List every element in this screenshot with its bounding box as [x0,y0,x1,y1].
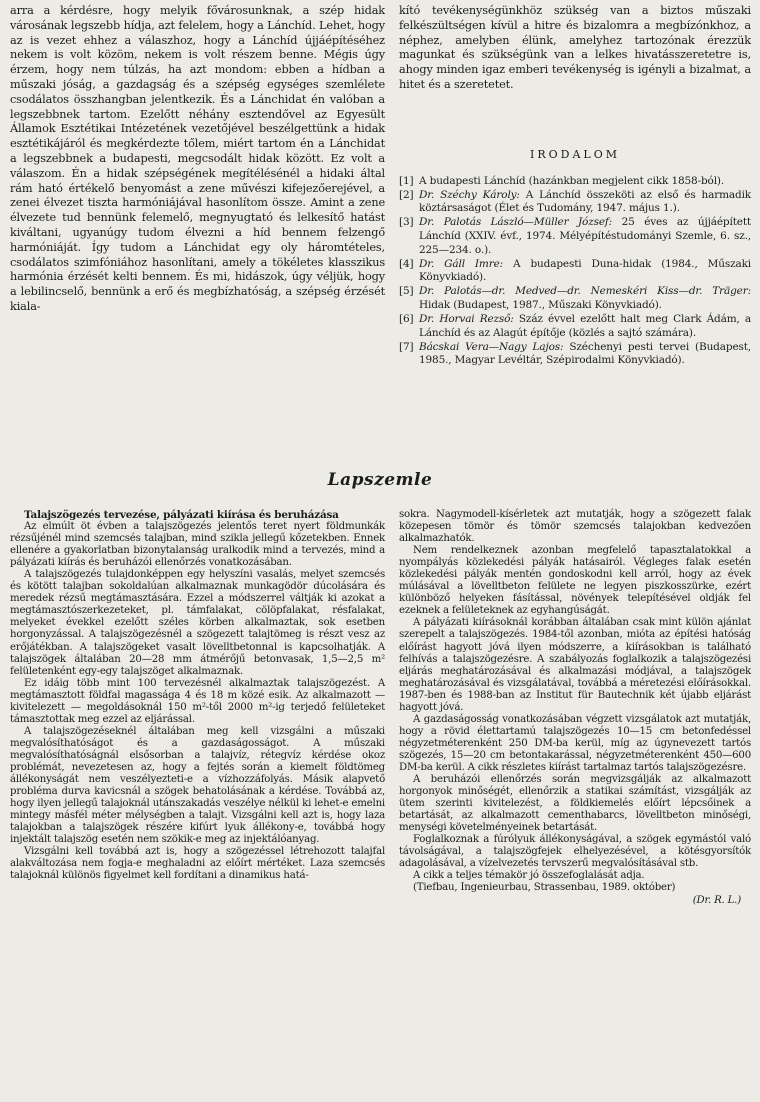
article-title: Talajszögezés tervezése, pályázati kiírása és beruházása [24,509,339,521]
reference-title: 25 éves az újjáépített Lánchíd (XXIV. évf., 1974. Mélyépítéstudományi Szemle, 6. sz., 225—234. o.). [419,216,751,256]
article-paragraph: Foglalkoznak a fúrólyuk állékonyságával, a szögek egymástól való távolságával, a talajszögfejek elhelyezésével, a kötésgyorsítók adagolásával, a vízelvezetés tervszerű megvalósításával stb. [399,834,751,870]
reference-number: [5] [399,285,414,298]
reference-text [419,285,751,312]
reference-item [399,313,751,340]
section-heading: Lapszemle [327,470,433,490]
reference-item [399,341,751,368]
reference-author: Bácskai Vera—Nagy Lajos: [419,340,564,353]
reference-item [399,258,751,285]
reference-number: [6] [399,313,414,326]
reference-text [419,258,751,285]
reference-author: Dr. Palotás—dr. Medved—dr. Nemeskéri Kiss—dr. Träger: [419,285,751,298]
reference-item [399,285,751,312]
article-paragraph: sokra. Nagymodell-kísérletek azt mutatják, hogy a szögezett falak közepesen tömör és tömör szemcsés talajokban kedvezően alkalmazhatók. [399,509,751,545]
article-paragraph: A pályázati kiírásoknál korábban általában csak mint külön ajánlat szerepelt a talajszögezés. 1984-től azonban, mióta az építési hatóság előírást hagyott jóvá ilyen módszerre, a kiírásokban is található felhívás a talajszögezésre. A szabályozás foglalkozik a talajszögezési eljárás meghatározásával és alkalmazási módjával, a talajszögek meghatározásával és vizsgálatával, továbbá a méretezési előírásokkal. 1987-ben és 1988-ban az Institut für Bautechnik két újabb eljárást hagyott jóvá. [399,617,751,713]
reference-text [419,175,751,189]
references-heading: IRODALOM [530,147,620,161]
reference-text [419,313,751,340]
reference-author: Dr. Széchy Károly: [419,188,520,201]
article-paragraph: A talajszögezés tulajdonképpen egy helyszíni vasalás, melyet szemcsés és kötött talajban sokoldalúan alkalmaznak munkagödör dúcolására és meredek rézsű megtámasztására. Ezzel a módszerrel váltják ki azokat a megtámasztószerkezeteket, pl. támfalakat, cölöpfalakat, résfalakat, melyeket évekkel ezelőtt széles körben alkalmaztak, sok esetben horgonyzással. A talajszögezésnél a szögezett talajtömeg is részt vesz az erőjátékban. A talajszögeket vasalt lövelltbetonnal is kapcsolhatják. A talajszögek általában 20—28 mm átmérőjű betonvasak, 1,5—2,5 m² felületenként egy-egy talajszöget alkalmaznak. [10,569,385,677]
reference-number: [1] [399,174,414,187]
body-paragraph: kító tevékenységünkhöz szükség van a biztos műszaki felkészültségen kívül a hitre és bizalomra a megbízónkhoz, a néphez, amelyben élünk, amelyhez tartozónak érezzük magunkat és szükségünk van a lelkes hivatásszeretetre is, ahogy minden igaz emberi tevékenység is igényli a bizalmat, a hitet és a szeretetet. [399,4,751,91]
article-column-right [399,509,751,907]
reference-item [399,216,751,257]
reference-text [419,341,751,368]
article-paragraph: Vizsgálni kell továbbá azt is, hogy a szögezéssel létrehozott talajfal alakváltozása nem fogja-e meghaladni az előírt mértéket. Laza szemcsés talajoknál különös figyelmet kell fordítani a dinamikus hatá- [10,846,385,882]
reference-number: [4] [399,257,414,270]
reference-text [419,216,751,257]
reference-title: A Lánchíd összeköti az első és harmadik köztársaságot (Élet és Tudomány, 1947. május 1.). [419,188,751,215]
reference-text [419,189,751,216]
reference-title: Hidak (Budapest, 1987., Műszaki Könyvkiadó). [419,298,662,311]
article-column-left [10,509,385,882]
article-paragraph: A cikk a teljes témakör jó összefoglalását adja. [413,870,645,882]
reference-number: [2] [399,188,414,201]
continued-text-column-left [10,4,385,315]
reference-author: Dr. Horvai Rezső: [419,313,514,326]
reference-item [399,175,751,189]
reference-author: Dr. Gáll Imre: [419,257,504,270]
reference-author: Dr. Palotás László—Müller József: [419,216,613,229]
article-source: (Tiefbau, Ingenieurbau, Strassenbau, 1989. október) [413,882,676,894]
reference-title: Száz évvel ezelőtt halt meg Clark Ádám, a Lánchíd és az Alagút építője (közlés a sajtó számára). [419,313,751,339]
article-paragraph: A beruházói ellenőrzés során megvizsgálják az alkalmazott horgonyok minőségét, ellenőrzik a statikai számítást, vizsgálják az ütem szerinti kivitelezést, a földkiemelés előírt lépcsőinek a betartását, az alkalmazott cementhabarcs, lövelltbeton minőségi, menységi követelményeinek betartását. [399,774,751,834]
body-paragraph: arra a kérdésre, hogy melyik fővárosunknak, a szép hidak városának legszebb hídja, azt felelem, hogy a Lánchíd. Lehet, hogy az is vezet ehhez a válaszhoz, hogy a Lánchíd újjáépítéséhez nekem is volt közöm, nekem is volt részem benne. Mégis úgy érzem, hogy nem túlzás, ha azt mondom: ebben a hídban a műszaki jóság, a gazdagság és a szépség egységes szemlélete csodálatos összhangban jelentkezik. És a Lánchidat én valóban a legszebbnek tartom. Ezelőtt néhány esztendővel az Egyesült Államok Esztétikai Intézetének vezetőjével beszélgettünk a hidak esztétikájáról és megkérdezte tőlem, miért tartom én a Lánchidat a legszebbnek a budapesti, megcsodált hidak között. Ez volt a válaszom. Én a hidak szépségének megítélésénél a hidaki által rám ható értékelő benyomást a zene művészi kifejezőerejével, a zenei élvezet tiszta harmóniájával hasonlítom össze. Amint a zene élvezete tud bennünk felemelő, megnyugtató és lelkesítő hatást kiváltani, ugyanúgy tudom élvezni a híd bennem felzengő harmóniáját. Így tudom a Lánchidat egy oly háromtételes, csodálatos szimfóniához hasonlítani, amely a tökéletes klasszikus harmónia érzését kelti bennem. És mi, hidászok, úgy véljük, hogy a lebilincselő, bennünk a erő és megbízhatóság, a szépség érzését kiala- [10,4,385,313]
article-paragraph: A talajszögezéseknél általában meg kell vizsgálni a műszaki megvalósíthatóságot és a gazdaságosságot. A műszaki megvalósíthatóságnál elsősorban a talajvíz, rétegvíz kérdése okoz problémát, nevezetesen az, hogy a fejtés során a kiemelt földtömeg állékonyságát nem veszélyezteti-e a vízhozzáfolyás. Másik alapvető probléma durva kavicsnál a szögek behatolásának a kérdése. Továbbá az, hogy ilyen jellegű talajoknál utánszakadás veszélye nélkül ki lehet-e emelni mintegy másfél méter mélységben a talajt. Vizsgálni kell azt is, hogy laza talajokban a talajszögek részére kifúrt lyuk állékony-e, továbbá hogy injektált talajszög esetén nem szökik-e meg az injektálóanyag. [10,725,385,846]
article-paragraph: Ez idáig több mint 100 tervezésnél alkalmaztak talajszögezést. A megtámasztott földfal magassága 4 és 18 m közé esik. Az alkalmazott — kivitelezett — megoldásoknál 150 m²-től 2000 m²-ig terjedő felületeket támasztottak meg ezzel az eljárással. [10,677,385,725]
continued-text-column-right [399,4,751,368]
reference-number: [7] [399,340,414,353]
article-paragraph: Nem rendelkeznek azonban megfelelő tapasztalatokkal a nyompályás közlekedési pályák hatásairól. Végleges falak esetén közlekedési pályák mentén gondoskodni kell arról, hogy az évek múlásával a lövelltbeton felülete ne legyen piszkosszürke, ezért különböző helyeken fásítással, növények telepítésével oldják fel ezeknek a felületeknek az egyhangúságát. [399,545,751,617]
article-paragraph: A gazdaságosság vonatkozásában végzett vizsgálatok azt mutatják, hogy a rövid élettartamú talajszögezés 10—15 cm betonfedéssel négyzetméterenként 250 DM-ba kerül, míg az úgynevezett tartós szögezés, 15—20 cm betontakarással, négyzetméterenként 450—600 DM-ba kerül. A cikk részletes kiírást tartalmaz tartós talajszögezésre. [399,713,751,773]
article-paragraph: Az elmúlt öt évben a talajszögezés jelentős teret nyert földmunkák rézsűjénél mind szemcsés talajban, mind szikla jellegű kőzetekben. Ennek ellenére a gyakorlatban bizonytalanság uralkodik mind a tervezés, mind a pályázati kiírás és beruházói ellenőrzés vonatkozásában. [10,521,385,569]
reference-list [399,175,751,368]
reference-title: A budapesti Lánchíd (hazánkban megjelent cikk 1858-ból). [419,174,725,187]
reference-item [399,189,751,216]
reference-number: [3] [399,216,414,229]
reference-title: A budapesti Duna-hidak (1984., Műszaki Könyvkiadó). [419,257,752,284]
article-signature: (Dr. R. L.) [692,894,741,906]
reference-title: Széchenyi pesti tervei (Budapest, 1985., Magyar Levéltár, Szépirodalmi Könyvkiadó). [419,340,751,367]
